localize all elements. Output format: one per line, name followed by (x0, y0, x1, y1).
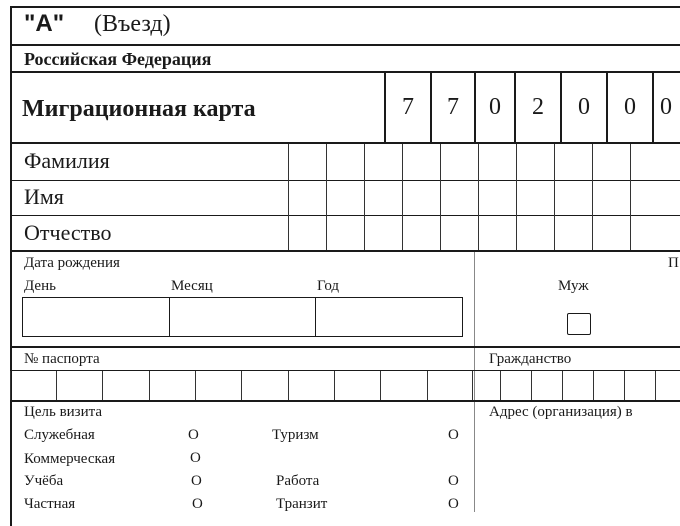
entry-label: (Въезд) (94, 11, 171, 37)
address-label: Адрес (организация) в (489, 404, 633, 420)
citizenship-label: Гражданство (489, 351, 572, 367)
visit-option-radio[interactable]: О (188, 427, 199, 443)
visit-option-radio[interactable]: О (448, 473, 459, 489)
birth-date-label: Дата рождения (24, 255, 120, 271)
passport-label: № паспорта (24, 351, 100, 367)
visit-option-label: Работа (276, 473, 320, 489)
card-number-digit: 0 (474, 72, 514, 142)
birth-month-label: Месяц (171, 278, 213, 294)
visit-option-label: Учёба (24, 473, 64, 489)
visit-option-label: Служебная (24, 427, 95, 443)
visit-option-label: Частная (24, 496, 76, 512)
surname-label: Фамилия (24, 148, 110, 173)
card-number-digit: 0 (652, 72, 680, 142)
card-number-digit: 0 (606, 72, 652, 142)
visit-option-label: Туризм (272, 427, 319, 443)
card-number-digit: 7 (384, 72, 430, 142)
visit-option-label: Транзит (276, 496, 328, 512)
visit-option-radio[interactable]: О (448, 427, 459, 443)
patronymic-label: Отчество (24, 220, 112, 245)
citizenship-cells[interactable] (500, 371, 680, 400)
visit-option-label: Коммерческая (24, 451, 116, 467)
divider (10, 250, 680, 252)
name-letter-cells[interactable] (288, 144, 668, 250)
visit-option-radio[interactable]: О (191, 473, 202, 489)
type-mark: "А" (24, 10, 65, 37)
visit-purpose-label: Цель визита (24, 404, 103, 420)
visit-option-radio[interactable]: О (190, 450, 201, 466)
divider (10, 44, 680, 46)
birth-year-field[interactable] (315, 297, 463, 337)
card-number-digit: 2 (514, 72, 560, 142)
divider (10, 400, 680, 402)
visit-option-radio[interactable]: О (448, 496, 459, 512)
sex-label: П (668, 255, 679, 271)
sex-male-label: Муж (558, 278, 589, 294)
birth-day-field[interactable] (22, 297, 170, 337)
card-number-digit: 0 (560, 72, 606, 142)
sex-male-checkbox[interactable] (567, 313, 591, 335)
birth-month-field[interactable] (169, 297, 316, 337)
birth-year-label: Год (317, 278, 340, 294)
birth-day-label: День (24, 278, 56, 294)
given-name-label: Имя (24, 184, 64, 209)
card-number-digit: 7 (430, 72, 474, 142)
column-divider (474, 252, 475, 512)
country-label: Российская Федерация (24, 49, 212, 69)
visit-option-radio[interactable]: О (192, 496, 203, 512)
passport-cells[interactable] (10, 371, 473, 400)
divider (10, 346, 680, 348)
card-title: Миграционная карта (22, 96, 256, 122)
